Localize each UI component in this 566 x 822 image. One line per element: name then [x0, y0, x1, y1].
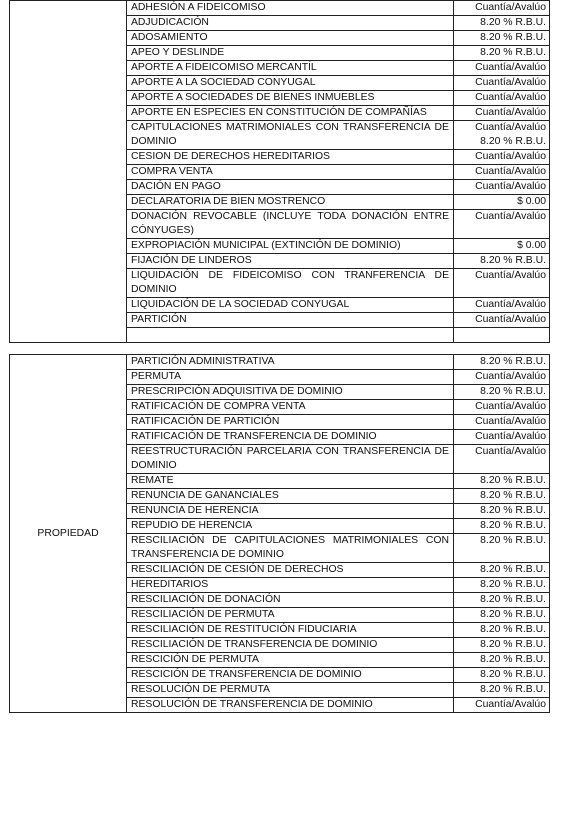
rate-cell [454, 1, 550, 16]
act-name-cell: DACIÓN EN PAGO [127, 180, 454, 195]
act-name-cell: RESCILIACIÓN DE CAPITULACIONES MATRIMONIALES CON TRANSFERENCIA DE DOMINIO [127, 534, 454, 563]
rate-value: 8.20 % R.B.U. [480, 356, 546, 367]
rate-value: Cuantía/Avalúo [475, 122, 546, 133]
act-name-cell: RATIFICACIÓN DE TRANSFERENCIA DE DOMINIO [127, 430, 454, 445]
act-name-cell: CESION DE DERECHOS HEREDITARIOS [127, 150, 454, 165]
act-name-cell: APEO Y DESLINDE [127, 46, 454, 61]
rate-value: Cuantía/Avalúo [475, 314, 546, 325]
rate-value: Cuantía/Avalúo [475, 371, 546, 382]
rate-cell [454, 298, 550, 313]
rate-value: 8.20 % R.B.U. [480, 255, 546, 266]
rate-cell [454, 578, 550, 593]
rate-value: 8.20 % R.B.U. [480, 490, 546, 501]
act-name-cell: PARTICIÓN ADMINISTRATIVA [127, 355, 454, 370]
rate-cell [454, 150, 550, 165]
rate-value: $ 0.00 [517, 240, 546, 251]
rate-cell [454, 76, 550, 91]
rate-value: Cuantía/Avalúo [475, 92, 546, 103]
rate-value: 8.20 % R.B.U. [480, 386, 546, 397]
rate-value: 8.20 % R.B.U. [480, 535, 546, 546]
act-name-cell: ADOSAMIENTO [127, 31, 454, 46]
act-name-cell: RESCILIACIÓN DE RESTITUCIÓN FIDUCIARIA [127, 623, 454, 638]
rate-cell [454, 519, 550, 534]
act-name-cell: PARTICIÓN [127, 313, 454, 328]
spacer-cell [127, 328, 454, 343]
rate-cell [454, 653, 550, 668]
rate-cell [454, 180, 550, 195]
rate-cell [454, 668, 550, 683]
rate-value: 8.20 % R.B.U. [480, 594, 546, 605]
rate-cell [454, 385, 550, 400]
act-name-cell: ADJUDICACIÓN [127, 16, 454, 31]
rate-cell [454, 106, 550, 121]
rate-cell [454, 698, 550, 713]
act-name-cell: REESTRUCTURACIÓN PARCELARIA CON TRANSFERENCIA DE DOMINIO [127, 445, 454, 474]
rate-value: 8.20 % R.B.U. [480, 47, 546, 58]
act-name-cell: COMPRA VENTA [127, 165, 454, 180]
rate-cell [454, 46, 550, 61]
rate-value: Cuantía/Avalúo [475, 446, 546, 457]
gap-row [10, 343, 550, 355]
rate-cell [454, 370, 550, 385]
rate-cell [454, 121, 550, 150]
rate-cell [454, 593, 550, 608]
rate-value: Cuantía/Avalúo [475, 2, 546, 13]
act-name-cell: RENUNCIA DE GANANCIALES [127, 489, 454, 504]
act-name-cell: EXPROPIACIÓN MUNICIPAL (EXTINCIÓN DE DOMINIO) [127, 239, 454, 254]
act-name-cell: ADHESIÓN A FIDEICOMISO [127, 1, 454, 16]
rate-value: Cuantía/Avalúo [475, 270, 546, 281]
rate-value: Cuantía/Avalúo [475, 77, 546, 88]
act-name-cell: DONACIÓN REVOCABLE (INCLUYE TODA DONACIÓN ENTRE CÓNYUGES) [127, 210, 454, 239]
rate-cell [454, 91, 550, 106]
rate-value: 8.20 % R.B.U. [480, 32, 546, 43]
act-name-cell: APORTE A SOCIEDADES DE BIENES INMUEBLES [127, 91, 454, 106]
rate-cell [454, 31, 550, 46]
act-name-cell: RESCILIACIÓN DE CESIÓN DE DERECHOS [127, 563, 454, 578]
rate-cell [454, 400, 550, 415]
rate-value: Cuantía/Avalúo [475, 299, 546, 310]
rate-cell [454, 254, 550, 269]
rate-value: 8.20 % R.B.U. [480, 17, 546, 28]
act-name-cell: CAPITULACIONES MATRIMONIALES CON TRANSFERENCIA DE DOMINIO [127, 121, 454, 150]
rate-cell [454, 415, 550, 430]
rate-value-secondary: 8.20 % R.B.U. [480, 136, 546, 147]
act-name-cell: HEREDITARIOS [127, 578, 454, 593]
rate-value: Cuantía/Avalúo [475, 431, 546, 442]
rate-cell [454, 563, 550, 578]
rate-value: 8.20 % R.B.U. [480, 624, 546, 635]
act-name-cell: RATIFICACIÓN DE PARTICIÓN [127, 415, 454, 430]
rate-value: 8.20 % R.B.U. [480, 669, 546, 680]
act-name-cell: RESCILIACIÓN DE TRANSFERENCIA DE DOMINIO [127, 638, 454, 653]
rate-value: 8.20 % R.B.U. [480, 579, 546, 590]
rate-cell [454, 313, 550, 328]
tariff-document [9, 0, 549, 713]
act-name-cell: RESCILIACIÓN DE PERMUTA [127, 608, 454, 623]
rate-cell [454, 16, 550, 31]
act-name-cell: RESCICIÓN DE PERMUTA [127, 653, 454, 668]
rate-cell [454, 195, 550, 210]
rate-cell [454, 269, 550, 298]
rate-value: Cuantía/Avalúo [475, 107, 546, 118]
act-name-cell: RESOLUCIÓN DE TRANSFERENCIA DE DOMINIO [127, 698, 454, 713]
rate-value: 8.20 % R.B.U. [480, 475, 546, 486]
rate-value: Cuantía/Avalúo [475, 151, 546, 162]
rate-cell [454, 474, 550, 489]
rate-value: Cuantía/Avalúo [475, 211, 546, 222]
act-name-cell: RATIFICACIÓN DE COMPRA VENTA [127, 400, 454, 415]
act-name-cell: APORTE A FIDEICOMISO MERCANTÍL [127, 61, 454, 76]
rate-cell [454, 61, 550, 76]
rate-value: Cuantía/Avalúo [475, 401, 546, 412]
rate-value: 8.20 % R.B.U. [480, 564, 546, 575]
rate-cell [454, 683, 550, 698]
act-name-cell: APORTE A LA SOCIEDAD CONYUGAL [127, 76, 454, 91]
rate-cell [454, 445, 550, 474]
act-name-cell: APORTE EN ESPECIES EN CONSTITUCIÓN DE COMPAÑÍAS [127, 106, 454, 121]
rate-cell [454, 534, 550, 563]
rate-value: Cuantía/Avalúo [475, 416, 546, 427]
act-name-cell: RESCILIACIÓN DE DONACIÓN [127, 593, 454, 608]
act-name-cell: PERMUTA [127, 370, 454, 385]
rate-value: 8.20 % R.B.U. [480, 520, 546, 531]
rate-cell [454, 638, 550, 653]
act-name-cell: REPUDIO DE HERENCIA [127, 519, 454, 534]
rate-cell [454, 489, 550, 504]
tariff-table [9, 0, 550, 713]
section-label-propiedad: PROPIEDAD [10, 355, 127, 713]
act-name-cell: PRESCRIPCIÓN ADQUISITIVA DE DOMINIO [127, 385, 454, 400]
act-name-cell: LIQUIDACIÓN DE FIDEICOMISO CON TRANFERENCIA DE DOMINIO [127, 269, 454, 298]
rate-value: Cuantía/Avalúo [475, 699, 546, 710]
rate-value: 8.20 % R.B.U. [480, 654, 546, 665]
act-name-cell: RESOLUCIÓN DE PERMUTA [127, 683, 454, 698]
act-name-cell: RENUNCIA DE HERENCIA [127, 504, 454, 519]
act-name-cell: REMATE [127, 474, 454, 489]
act-name-cell: RESCICIÓN DE TRANSFERENCIA DE DOMINIO [127, 668, 454, 683]
rate-cell [454, 504, 550, 519]
rate-cell [454, 355, 550, 370]
rate-cell [454, 608, 550, 623]
table-row [10, 1, 550, 16]
rate-cell [454, 239, 550, 254]
rate-value: 8.20 % R.B.U. [480, 609, 546, 620]
rate-value: 8.20 % R.B.U. [480, 639, 546, 650]
gap-cell [10, 343, 550, 355]
tariff-table-body [10, 1, 550, 713]
section-cell-continued [10, 1, 127, 343]
rate-value: Cuantía/Avalúo [475, 166, 546, 177]
act-name-cell: DECLARATORIA DE BIEN MOSTRENCO [127, 195, 454, 210]
rate-value: $ 0.00 [517, 196, 546, 207]
spacer-cell [454, 328, 550, 343]
rate-cell [454, 430, 550, 445]
act-name-cell: LIQUIDACIÓN DE LA SOCIEDAD CONYUGAL [127, 298, 454, 313]
table-row [10, 355, 550, 370]
act-name-cell: FIJACIÓN DE LINDEROS [127, 254, 454, 269]
rate-value: 8.20 % R.B.U. [480, 684, 546, 695]
rate-cell [454, 210, 550, 239]
rate-value: Cuantía/Avalúo [475, 62, 546, 73]
rate-cell [454, 165, 550, 180]
rate-value: Cuantía/Avalúo [475, 181, 546, 192]
rate-cell [454, 623, 550, 638]
rate-value: 8.20 % R.B.U. [480, 505, 546, 516]
